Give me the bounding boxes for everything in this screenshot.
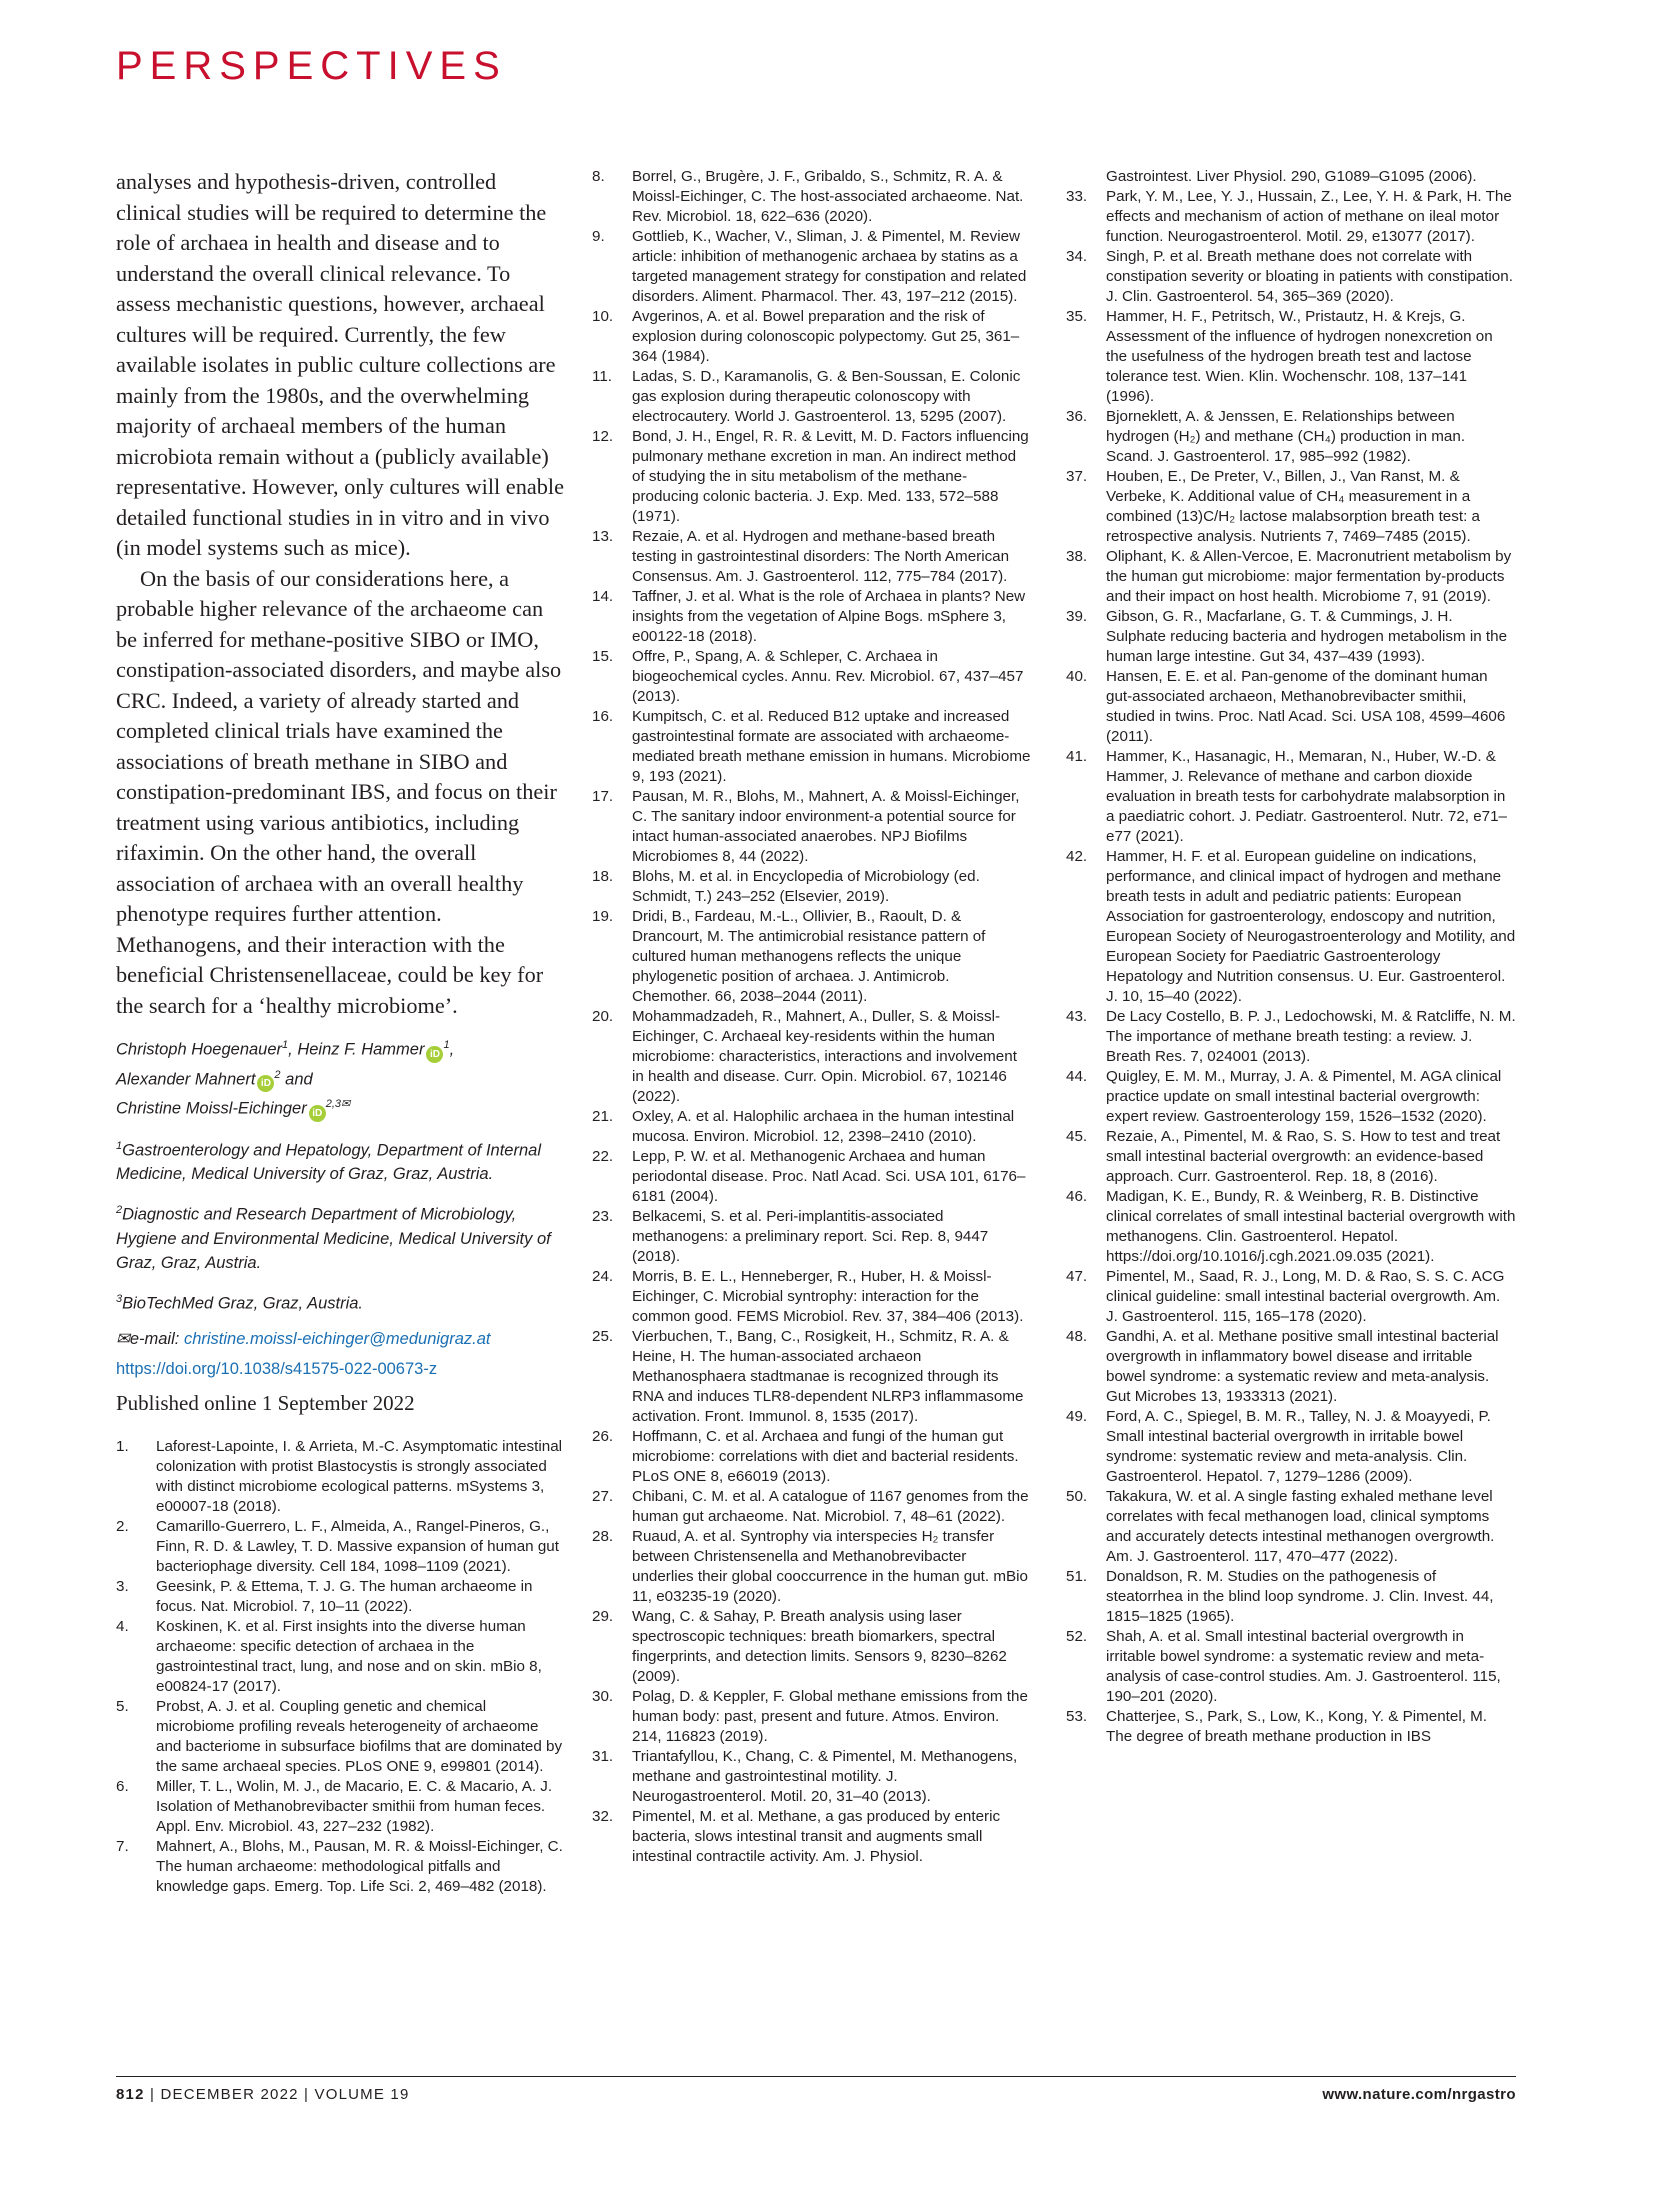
- reference-number: 14.: [592, 588, 614, 605]
- reference-number: 50.: [1066, 1488, 1088, 1505]
- reference-number: 16.: [592, 708, 614, 725]
- reference-item: [592, 647, 1032, 707]
- body-paragraph: On the basis of our considerations here, a probable higher relevance of the archaeome can be inferred for methane-positive SIBO or IMO, constipation-associated disorders, and maybe also CRC. Indeed, a variety of already started and completed clinical trials have examined the associations of breath methane in SIBO and constipation-predominant IBS, and focus on their treatment using various antibiotics, including rifaximin. On the other hand, the overall association of archaea with an overall healthy phenotype requires further attention. Methanogens, and their interaction with the beneficial Christensenellaceae, could be key for the search for a ‘healthy microbiome’.: [116, 565, 562, 1018]
- reference-number: 1.: [116, 1438, 129, 1455]
- reference-text: Bjorneklett, A. & Jenssen, E. Relationships between hydrogen (H₂) and methane (CH₄) production in man. Scand. J. Gastroenterol. 17, 985–992 (1982).: [1106, 408, 1466, 465]
- reference-item: [592, 1427, 1032, 1487]
- reference-text: Blohs, M. et al. in Encyclopedia of Microbiology (ed. Schmidt, T.) 243–252 (Elsevier, 2019).: [632, 868, 980, 905]
- reference-number: 23.: [592, 1208, 614, 1225]
- reference-text: Mohammadzadeh, R., Mahnert, A., Duller, S. & Moissl-Eichinger, C. Archaeal key-residents within the human microbiome: characteristics, interactions and involvement in health and disease. Curr. Opin. Microbiol. 67, 102146 (2022).: [632, 1008, 1017, 1105]
- reference-number: 31.: [592, 1748, 614, 1765]
- reference-number: 9.: [592, 228, 605, 245]
- reference-number: 11.: [592, 368, 612, 385]
- reference-text: Rezaie, A. et al. Hydrogen and methane-based breath testing in gastrointestinal disorders: The North American Consensus. Am. J. Gastroenterol. 112, 775–784 (2017).: [632, 528, 1010, 585]
- email-line: [116, 1327, 564, 1351]
- reference-text: Triantafyllou, K., Chang, C. & Pimentel, M. Methanogens, methane and gastrointestinal motility. J. Neurogastroenterol. Motil. 20, 31–40 (2013).: [632, 1748, 1018, 1805]
- published-date: Published online 1 September 2022: [116, 1391, 415, 1415]
- reference-item: [592, 587, 1032, 647]
- reference-item: [592, 707, 1032, 787]
- reference-item: [592, 907, 1032, 1007]
- reference-item: [1066, 1567, 1516, 1627]
- reference-number: 48.: [1066, 1328, 1088, 1345]
- reference-number: 34.: [1066, 248, 1088, 265]
- reference-number: 42.: [1066, 848, 1088, 865]
- reference-number: 46.: [1066, 1188, 1088, 1205]
- affiliation-text: Gastroenterology and Hepatology, Department of Internal Medicine, Medical University of Graz, Graz, Austria.: [116, 1141, 541, 1183]
- reference-number: 47.: [1066, 1268, 1088, 1285]
- reference-item: [592, 1327, 1032, 1427]
- reference-item: [592, 227, 1032, 307]
- footer-issue: [116, 2086, 410, 2103]
- reference-number: 18.: [592, 868, 614, 885]
- reference-number: 6.: [116, 1778, 129, 1795]
- body-paragraph: analyses and hypothesis-driven, controlled clinical studies will be required to determine the role of archaea in health and disease and to understand the overall clinical relevance. To assess mechanistic questions, however, archaeal cultures will be required. Currently, the few available isolates in public culture collections are mainly from the 1980s, and the overwhelming majority of archaeal members of the human microbiota remain without a (publicly available) representative. However, only cultures will enable detailed functional studies in in vitro and in vivo (in model systems such as mice).: [116, 169, 564, 560]
- reference-item: [592, 1527, 1032, 1607]
- reference-text: Polag, D. & Keppler, F. Global methane emissions from the human body: past, present and future. Atmos. Environ. 214, 116823 (2019).: [632, 1688, 1028, 1745]
- reference-number: 3.: [116, 1578, 129, 1595]
- issue-date: DECEMBER 2022: [160, 2086, 299, 2103]
- reference-text: Madigan, K. E., Bundy, R. & Weinberg, R. B. Distinctive clinical correlates of small intestinal bacterial overgrowth with methanogens. Clin. Gastroenterol. Hepatol. https://doi.org/10.1016/j.cgh.2021.09.035 (2021).: [1106, 1188, 1516, 1265]
- reference-text: Ford, A. C., Spiegel, B. M. R., Talley, N. J. & Moayyedi, P. Small intestinal bacterial overgrowth in irritable bowel syndrome: systematic review and meta-analysis. Clin. Gastroenterol. Hepatol. 7, 1279–1286 (2009).: [1106, 1408, 1491, 1485]
- reference-item: [592, 1147, 1032, 1207]
- reference-list: [1066, 187, 1516, 1747]
- affiliation-number: 3: [116, 1292, 123, 1305]
- reference-text: Vierbuchen, T., Bang, C., Rosigkeit, H., Schmitz, R. A. & Heine, H. The human-associated archaeon Methanosphaera stadtmanae is recognized through its RNA and induces TLR8-dependent NLRP3 inflammasome activation. Front. Immunol. 8, 1535 (2017).: [632, 1328, 1024, 1425]
- reference-text: Gottlieb, K., Wacher, V., Sliman, J. & Pimentel, M. Review article: inhibition of methanogenic archaea by statins as a targeted management strategy for constipation and related disorders. Aliment. Pharmacol. Ther. 43, 197–212 (2015).: [632, 228, 1027, 305]
- reference-item: [592, 527, 1032, 587]
- reference-list: [116, 1437, 564, 1897]
- affiliation-number: 1: [116, 1139, 123, 1152]
- reference-text: Dridi, B., Fardeau, M.-L., Ollivier, B., Raoult, D. & Drancourt, M. The antimicrobial resistance pattern of cultured human methanogens reflects the unique phylogenetic position of archaea. J. Antimicrob. Chemother. 66, 2038–2044 (2011).: [632, 908, 986, 1005]
- column-2: [592, 167, 1032, 1867]
- reference-item: [1066, 1267, 1516, 1327]
- affiliation: [116, 1134, 564, 1187]
- affiliation-text: BioTechMed Graz, Graz, Austria.: [122, 1294, 363, 1312]
- author-name: Christoph Hoegenauer: [116, 1040, 283, 1059]
- reference-text: Houben, E., De Preter, V., Billen, J., Van Ranst, M. & Verbeke, K. Additional value of CH₄ measurement in a combined (13)C/H₂ lactose malabsorption breath test: a retrospective analysis. Nutrients 7, 7469–7485 (2015).: [1106, 468, 1480, 545]
- reference-number: 8.: [592, 168, 605, 185]
- section-header: PERSPECTIVES: [116, 44, 507, 88]
- reference-text: Miller, T. L., Wolin, M. J., de Macario, E. C. & Macario, A. J. Isolation of Methanobrevibacter smithii from human feces. Appl. Env. Microbiol. 43, 227–232 (1982).: [156, 1778, 553, 1835]
- reference-item: [1066, 847, 1516, 1007]
- reference-text: Mahnert, A., Blohs, M., Pausan, M. R. & Moissl-Eichinger, C. The human archaeome: methodological pitfalls and knowledge gaps. Emerg. Top. Life Sci. 2, 469–482 (2018).: [156, 1838, 563, 1895]
- reference-text: Rezaie, A., Pimentel, M. & Rao, S. S. How to test and treat small intestinal bacterial overgrowth: an evidence-based approach. Curr. Gastroenterol. Rep. 18, 8 (2016).: [1106, 1128, 1501, 1185]
- reference-text: Camarillo-Guerrero, L. F., Almeida, A., Rangel-Pineros, G., Finn, R. D. & Lawley, T. D. Massive expansion of human gut bacteriophage diversity. Cell 184, 1098–1109 (2021).: [156, 1518, 559, 1575]
- reference-text: Hammer, H. F., Petritsch, W., Pristautz, H. & Krejs, G. Assessment of the influence of hydrogen nonexcretion on the usefulness of the hydrogen breath test and lactose tolerance test. Wien. Klin. Wochenschr. 108, 137–141 (1996).: [1106, 308, 1493, 405]
- author-affil-sup: 2: [274, 1068, 281, 1081]
- reference-text: Belkacemi, S. et al. Peri-implantitis-associated methanogens: a preliminary report. Sci. Rep. 8, 9447 (2018).: [632, 1208, 989, 1265]
- reference-item: [592, 1007, 1032, 1107]
- reference-item: [116, 1777, 564, 1837]
- reference-text: Pausan, M. R., Blohs, M., Mahnert, A. & Moissl-Eichinger, C. The sanitary indoor environment-a potential source for intact human-associated anaerobes. NPJ Biofilms Microbiomes 8, 44 (2022).: [632, 788, 1020, 865]
- reference-text: Geesink, P. & Ettema, T. J. G. The human archaeome in focus. Nat. Microbiol. 7, 10–11 (2022).: [156, 1578, 533, 1615]
- reference-item: [116, 1837, 564, 1897]
- reference-text: Ladas, S. D., Karamanolis, G. & Ben-Soussan, E. Colonic gas explosion during therapeutic colonoscopy with electrocautery. World J. Gastroenterol. 13, 5295 (2007).: [632, 368, 1021, 425]
- reference-text: Gandhi, A. et al. Methane positive small intestinal bacterial overgrowth in inflammatory bowel disease and irritable bowel syndrome: a systematic review and meta-analysis. Gut Microbes 13, 1933313 (2021).: [1106, 1328, 1499, 1405]
- reference-number: 22.: [592, 1148, 614, 1165]
- reference-item: [592, 1107, 1032, 1147]
- reference-number: 12.: [592, 428, 614, 445]
- reference-item: [116, 1697, 564, 1777]
- reference-item: [1066, 547, 1516, 607]
- reference-number: 15.: [592, 648, 614, 665]
- reference-number: 21.: [592, 1108, 614, 1125]
- reference-text: Donaldson, R. M. Studies on the pathogenesis of steatorrhea in the blind loop syndrome. J. Clin. Invest. 44, 1815–1825 (1965).: [1106, 1568, 1494, 1625]
- reference-number: 24.: [592, 1268, 614, 1285]
- reference-text: Hammer, H. F. et al. European guideline on indications, performance, and clinical impact of hydrogen and methane breath tests in adult and pediatric patients: European Association for gastroenterology, endoscopy and nutrition, European Society of Neurogastroenterology and Motility, and European Society for Paediatric Gastroenterology Hepatology and Nutrition consensus. U. Eur. Gastroenterol. J. 10, 15–40 (2022).: [1106, 848, 1516, 1005]
- journal-url[interactable]: www.nature.com/nrgastro: [1322, 2086, 1516, 2103]
- reference-text: Taffner, J. et al. What is the role of Archaea in plants? New insights from the vegetation of Alpine Bogs. mSphere 3, e00122-18 (2018).: [632, 588, 1026, 645]
- author-list: Christoph Hoegenauer$^1$, Heinz F. Hammer $iD^1$, Alexander Mahnert $iD^2$ and Christine Moissl-Eichinger $iD^{2,3✉}$: [116, 1033, 564, 1122]
- reference-text: Park, Y. M., Lee, Y. J., Hussain, Z., Lee, Y. H. & Park, H. The effects and mechanism of action of methane on ileal motor function. Neurogastroenterol. Motil. 29, e13077 (2017).: [1106, 188, 1512, 245]
- reference-item: [1066, 307, 1516, 407]
- page-number: 812: [116, 2086, 145, 2103]
- reference-item: [116, 1517, 564, 1577]
- reference-item: [592, 1207, 1032, 1267]
- footer-separator: |: [304, 2086, 310, 2103]
- reference-item: [1066, 1407, 1516, 1487]
- reference-item: [1066, 1627, 1516, 1707]
- reference-number: 44.: [1066, 1068, 1088, 1085]
- reference-text: Avgerinos, A. et al. Bowel preparation and the risk of explosion during colonoscopic polypectomy. Gut 25, 361–364 (1984).: [632, 308, 1020, 365]
- reference-item: [1066, 187, 1516, 247]
- reference-continuation: Gastrointest. Liver Physiol. 290, G1089–G1095 (2006).: [1106, 168, 1477, 185]
- email-link[interactable]: christine.moissl-eichinger@medunigraz.at: [183, 1330, 491, 1348]
- reference-number: 30.: [592, 1688, 614, 1705]
- reference-number: 29.: [592, 1608, 614, 1625]
- reference-text: Shah, A. et al. Small intestinal bacterial overgrowth in irritable bowel syndrome: a systematic review and meta-analysis of case-control studies. Am. J. Gastroenterol. 115, 190–201 (2020).: [1106, 1628, 1501, 1705]
- reference-text: Lepp, P. W. et al. Methanogenic Archaea and human periodontal disease. Proc. Natl Acad. Sci. USA 101, 6176–6181 (2004).: [632, 1148, 1026, 1205]
- reference-item: [592, 867, 1032, 907]
- reference-item: [1066, 747, 1516, 847]
- reference-list: [592, 167, 1032, 1867]
- reference-number: 32.: [592, 1808, 614, 1825]
- reference-item: [592, 167, 1032, 227]
- reference-number: 40.: [1066, 668, 1088, 685]
- author-affil-sup: 2,3✉: [325, 1098, 351, 1110]
- reference-item: [592, 1607, 1032, 1687]
- reference-item: [592, 427, 1032, 527]
- reference-text: Hansen, E. E. et al. Pan-genome of the dominant human gut-associated archaeon, Methanobrevibacter smithii, studied in twins. Proc. Natl Acad. Sci. USA 108, 4599–4606 (2011).: [1106, 668, 1506, 745]
- reference-text: Borrel, G., Brugère, J. F., Gribaldo, S., Schmitz, R. A. & Moissl-Eichinger, C. The host-associated archaeome. Nat. Rev. Microbiol. 18, 622–636 (2020).: [632, 168, 1024, 225]
- reference-item: [1066, 247, 1516, 307]
- reference-number: 36.: [1066, 408, 1088, 425]
- reference-text: Hoffmann, C. et al. Archaea and fungi of the human gut microbiome: correlations with diet and bacterial residents. PLoS ONE 8, e66019 (2013).: [632, 1428, 1019, 1485]
- reference-number: 26.: [592, 1428, 614, 1445]
- column-3: [1066, 167, 1516, 1747]
- reference-item: [1066, 667, 1516, 747]
- reference-number: 4.: [116, 1618, 129, 1635]
- reference-text: De Lacy Costello, B. P. J., Ledochowski, M. & Ratcliffe, N. M. The importance of methane breath testing: a review. J. Breath Res. 7, 024001 (2013).: [1106, 1008, 1516, 1065]
- reference-item: [1066, 1187, 1516, 1267]
- author-affil-sup: 1: [443, 1039, 450, 1051]
- affiliation: [116, 1287, 564, 1316]
- reference-number: 10.: [592, 308, 614, 325]
- author-conjunction: and: [285, 1070, 313, 1088]
- reference-number: 52.: [1066, 1628, 1088, 1645]
- doi-link[interactable]: https://doi.org/10.1038/s41575-022-00673-z: [116, 1360, 438, 1378]
- body-text: [116, 167, 564, 1021]
- reference-number: 51.: [1066, 1568, 1088, 1585]
- reference-item: [592, 1807, 1032, 1867]
- reference-item: [116, 1437, 564, 1517]
- author-name: Alexander Mahnert: [116, 1070, 256, 1088]
- author-name: Christine Moissl-Eichinger: [116, 1099, 307, 1118]
- reference-number: 20.: [592, 1008, 614, 1025]
- column-1: [116, 167, 564, 1897]
- reference-item: [592, 1687, 1032, 1747]
- reference-text: Takakura, W. et al. A single fasting exhaled methane level correlates with fecal methanogen load, clinical symptoms and accurately detects intestinal methanogen overgrowth. Am. J. Gastroenterol. 117, 470–477 (2022).: [1106, 1488, 1495, 1565]
- orcid-icon[interactable]: iD: [426, 1046, 443, 1063]
- reference-text: Chibani, C. M. et al. A catalogue of 1167 genomes from the human gut archaeome. Nat. Microbiol. 7, 48–61 (2022).: [632, 1488, 1029, 1525]
- reference-text: Pimentel, M. et al. Methane, a gas produced by enteric bacteria, slows intestinal transit and augments small intestinal contractile activity. Am. J. Physiol.: [632, 1808, 1001, 1865]
- reference-item: [1066, 1067, 1516, 1127]
- reference-item: [592, 307, 1032, 367]
- volume: VOLUME 19: [314, 2086, 410, 2103]
- footer-separator: |: [150, 2086, 156, 2103]
- reference-number: 38.: [1066, 548, 1088, 565]
- reference-number: 25.: [592, 1328, 614, 1345]
- footer-rule: [116, 2076, 1516, 2077]
- reference-text: Oliphant, K. & Allen-Vercoe, E. Macronutrient metabolism by the human gut microbiome: major fermentation by-products and their impact on host health. Microbiome 7, 91 (2019).: [1106, 548, 1512, 605]
- reference-item: [1066, 1127, 1516, 1187]
- reference-number: 41.: [1066, 748, 1088, 765]
- reference-text: Koskinen, K. et al. First insights into the diverse human archaeome: specific detection of archaea in the gastrointestinal tract, lung, and nose and on skin. mBio 8, e00824-17 (2017).: [156, 1618, 542, 1695]
- email-label: ✉e-mail:: [116, 1330, 180, 1348]
- author-affil-sup: 1: [282, 1039, 289, 1051]
- reference-number: 45.: [1066, 1128, 1088, 1145]
- reference-item: [592, 1487, 1032, 1527]
- reference-text: Ruaud, A. et al. Syntrophy via interspecies H₂ transfer between Christensenella and Methanobrevibacter underlies their global cooccurrence in the human gut. mBio 11, e03235-19 (2020).: [632, 1528, 1028, 1605]
- reference-item: [1066, 1327, 1516, 1407]
- reference-text: Singh, P. et al. Breath methane does not correlate with constipation severity or bloating in patients with constipation. J. Clin. Gastroenterol. 54, 365–369 (2020).: [1106, 248, 1513, 305]
- reference-text: Oxley, A. et al. Halophilic archaea in the human intestinal mucosa. Environ. Microbiol. 12, 2398–2410 (2010).: [632, 1108, 1015, 1145]
- reference-item: [592, 367, 1032, 427]
- reference-number: 37.: [1066, 468, 1088, 485]
- reference-text: Offre, P., Spang, A. & Schleper, C. Archaea in biogeochemical cycles. Annu. Rev. Microbiol. 67, 437–457 (2013).: [632, 648, 1024, 705]
- reference-item: [592, 1267, 1032, 1327]
- reference-item: [1066, 607, 1516, 667]
- reference-number: 17.: [592, 788, 614, 805]
- affiliation: [116, 1198, 564, 1275]
- reference-text: Gibson, G. R., Macfarlane, G. T. & Cummings, J. H. Sulphate reducing bacteria and hydrogen metabolism in the human large intestine. Gut 34, 437–439 (1993).: [1106, 608, 1508, 665]
- reference-item: [116, 1617, 564, 1697]
- reference-number: 28.: [592, 1528, 614, 1545]
- affiliation-number: 2: [116, 1204, 123, 1216]
- reference-item: [116, 1577, 564, 1617]
- reference-number: 5.: [116, 1698, 129, 1715]
- reference-text: Kumpitsch, C. et al. Reduced B12 uptake and increased gastrointestinal formate are associated with archaeome-mediated breath methane emission in humans. Microbiome 9, 193 (2021).: [632, 708, 1031, 785]
- reference-number: 19.: [592, 908, 614, 925]
- reference-item: [1066, 407, 1516, 467]
- reference-number: 43.: [1066, 1008, 1088, 1025]
- reference-text: Morris, B. E. L., Henneberger, R., Huber, H. & Moissl-Eichinger, C. Microbial syntrophy: interaction for the common good. FEMS Microbiol. Rev. 37, 384–406 (2013).: [632, 1268, 1024, 1325]
- reference-item: [1066, 467, 1516, 547]
- orcid-icon[interactable]: iD: [257, 1075, 274, 1092]
- reference-text: Probst, A. J. et al. Coupling genetic and chemical microbiome profiling reveals heterogeneity of archaeome and bacteriome in subsurface biofilms that are dominated by the same archaeal species. PLoS ONE 9, e99801 (2014).: [156, 1698, 563, 1775]
- reference-item: [592, 1747, 1032, 1807]
- reference-number: 39.: [1066, 608, 1088, 625]
- reference-number: 53.: [1066, 1708, 1088, 1725]
- reference-number: 33.: [1066, 188, 1088, 205]
- orcid-icon[interactable]: iD: [309, 1105, 326, 1122]
- reference-number: 7.: [116, 1838, 129, 1855]
- reference-text: Chatterjee, S., Park, S., Low, K., Kong, Y. & Pimentel, M. The degree of breath methane production in IBS: [1106, 1708, 1487, 1745]
- reference-item: [592, 787, 1032, 867]
- reference-number: 49.: [1066, 1408, 1088, 1425]
- reference-text: Hammer, K., Hasanagic, H., Memaran, N., Huber, W.-D. & Hammer, J. Relevance of methane and carbon dioxide evaluation in breath tests for carbohydrate malabsorption in a paediatric cohort. J. Pediatr. Gastroenterol. Nutr. 72, e71–e77 (2021).: [1106, 748, 1508, 845]
- author-name: Heinz F. Hammer: [297, 1040, 425, 1059]
- reference-number: 27.: [592, 1488, 614, 1505]
- reference-number: 35.: [1066, 308, 1088, 325]
- affiliation-text: Diagnostic and Research Department of Microbiology, Hygiene and Environmental Medicine, Medical University of Graz, Graz, Austria.: [116, 1205, 551, 1272]
- reference-text: Pimentel, M., Saad, R. J., Long, M. D. & Rao, S. S. C. ACG clinical guideline: small intestinal bacterial overgrowth. Am. J. Gastroenterol. 115, 165–178 (2020).: [1106, 1268, 1505, 1325]
- reference-text: Wang, C. & Sahay, P. Breath analysis using laser spectroscopic techniques: breath biomarkers, spectral fingerprints, and detection limits. Sensors 9, 8230–8262 (2009).: [632, 1608, 1007, 1685]
- reference-number: 13.: [592, 528, 614, 545]
- reference-item: [1066, 1707, 1516, 1747]
- reference-text: Laforest-Lapointe, I. & Arrieta, M.-C. Asymptomatic intestinal colonization with protist Blastocystis is strongly associated with distinct microbiome ecological patterns. mSystems 3, e00007-18 (2018).: [156, 1438, 563, 1515]
- reference-text: Bond, J. H., Engel, R. R. & Levitt, M. D. Factors influencing pulmonary methane excretion in man. An indirect method of studying the in situ metabolism of the methane-producing colonic bacteria. J. Exp. Med. 133, 572–588 (1971).: [632, 428, 1029, 525]
- reference-number: 2.: [116, 1518, 129, 1535]
- reference-item: [1066, 1007, 1516, 1067]
- reference-item: [1066, 1487, 1516, 1567]
- reference-text: Quigley, E. M. M., Murray, J. A. & Pimentel, M. AGA clinical practice update on small intestinal bacterial overgrowth: expert review. Gastroenterology 159, 1526–1532 (2020).: [1106, 1068, 1502, 1125]
